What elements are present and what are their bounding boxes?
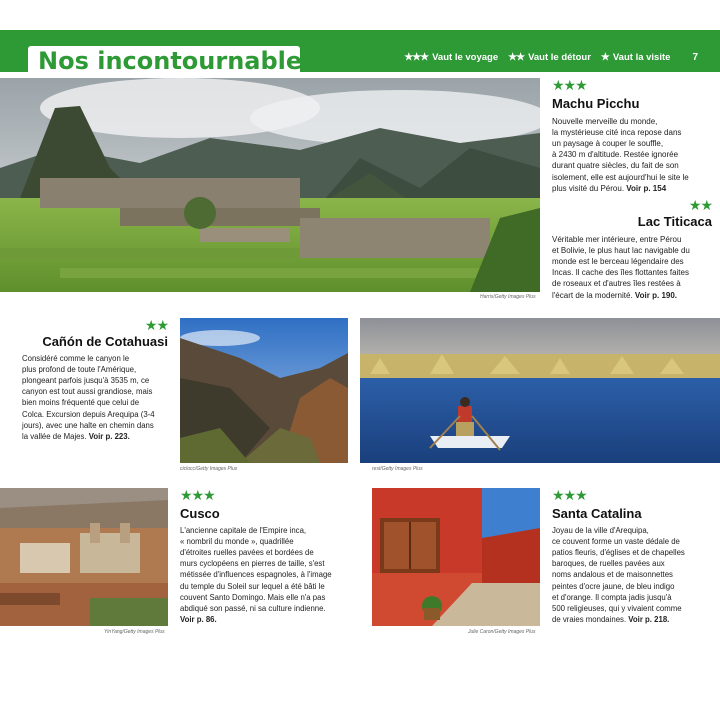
text-line: d'étroites ruelles pavées et bordées de — [180, 548, 314, 557]
text-line: patios fleuris, d'églises et de chapelles — [552, 548, 685, 557]
legend-item-2-stars — [508, 52, 591, 63]
legend-stars-icon: ★★★ — [404, 52, 429, 63]
rating-stars-icon: ★★★ — [180, 487, 215, 503]
site-title: Cañón de Cotahuasi — [42, 334, 168, 349]
photo-credit: Harris/Getty Images Plus — [480, 294, 536, 300]
text-line: canyon est tout aussi grandiose, mais — [22, 387, 153, 397]
legend-item-1-star — [601, 52, 671, 63]
canon-cotahuasi-block — [22, 318, 168, 442]
site-description — [180, 525, 352, 626]
text-line: ce couvent forme un vaste dédale de — [552, 536, 680, 546]
site-description — [552, 525, 716, 626]
legend-label: Vaut le détour — [528, 52, 591, 63]
text-line: isolement, elle est aujourd'hui le site le — [552, 172, 689, 182]
text-line: jours), avec une halte en chemin dans — [22, 420, 154, 430]
text-line: couvent Santo Domingo. Mais elle n'a pas — [180, 592, 326, 602]
rating-legend — [404, 52, 698, 63]
text-line: 500 religieuses, qui y vivaient comme — [552, 604, 682, 614]
page-reference: Voir p. 86. — [180, 615, 217, 625]
text-line: Incas. Il cache des îles flottantes faites — [552, 268, 689, 278]
rating-stars-icon: ★★ — [688, 197, 712, 213]
text-line: Véritable mer intérieure, entre Pérou — [552, 234, 682, 244]
photo-credit: rest/Getty Images Plus — [372, 466, 423, 472]
text-line: à 2430 m d'altitude. Restée ignorée — [552, 150, 679, 160]
cusco-block — [180, 488, 352, 625]
machu-picchu-photo — [0, 78, 540, 292]
page-reference: Voir p. 218. — [628, 615, 670, 625]
page-reference: Voir p. 154 — [626, 183, 667, 193]
legend-stars-icon: ★ — [600, 52, 609, 63]
text-line: du temple du Soleil sur lequel a été bâti le — [180, 581, 325, 591]
site-title: Machu Picchu — [552, 96, 640, 111]
text-line: bien moins fréquenté que celui de — [22, 398, 140, 408]
text-line: la vallée de Majes. — [22, 432, 87, 442]
lac-titicaca-block — [552, 198, 712, 301]
machu-picchu-block — [552, 78, 712, 194]
text-line: plus profond de toute l'Amérique, — [22, 364, 137, 374]
photo-credit: ciclocc/Getty Images Plus — [180, 466, 238, 472]
legend-label: Vaut le voyage — [432, 52, 499, 63]
page-reference: Voir p. 190. — [634, 290, 678, 300]
text-line: « nombril du monde », quadrillée — [180, 536, 294, 546]
photo-credit: YinYang/Getty Images Plus — [104, 629, 165, 635]
text-line: et d'orange. Il compta jadis jusqu'à — [552, 592, 672, 602]
rating-stars-icon: ★★★ — [552, 77, 587, 93]
photo-credit: Julie Caron/Getty Images Plus — [468, 629, 536, 635]
site-description — [552, 234, 712, 301]
text-line: plus visité du Pérou. — [552, 183, 625, 193]
site-title: Cusco — [180, 506, 220, 521]
rating-stars-icon: ★★★ — [552, 487, 587, 503]
text-line: durant quatre siècles, du fait de son — [552, 161, 679, 171]
canon-cotahuasi-photo — [180, 318, 348, 463]
text-line: baroques, de ruelles pavées aux — [552, 559, 665, 569]
text-line: la mystérieuse cité inca repose dans — [552, 127, 682, 137]
rating-stars-icon: ★★ — [144, 317, 168, 333]
lac-titicaca-photo — [360, 318, 720, 463]
text-line: peintes d'ocre jaune, de bleu indigo — [552, 581, 675, 591]
text-line: noms andalous et de maisonnettes — [552, 570, 673, 580]
text-line: de roseaux et d'autres îles restées à — [552, 279, 681, 289]
legend-stars-icon: ★★ — [508, 52, 525, 63]
santa-catalina-block — [552, 488, 716, 625]
legend-item-3-stars — [404, 52, 498, 63]
text-line: métissée d'influences espagnoles, à l'image — [180, 570, 332, 580]
text-line: Considéré comme le canyon le — [22, 353, 130, 363]
site-description — [22, 353, 168, 443]
text-line: l'écart de la modernité. — [552, 290, 633, 300]
text-line: plongeant parfois jusqu'à 3535 m, ce — [22, 376, 150, 385]
page-number: 7 — [692, 52, 698, 63]
text-line: L'ancienne capitale de l'Empire inca, — [180, 525, 307, 535]
text-line: un paysage à couper le souffle, — [552, 139, 664, 148]
text-line: Joyau de la ville d'Arequipa, — [552, 525, 649, 535]
page-reference: Voir p. 223. — [88, 432, 130, 442]
cusco-photo — [0, 488, 168, 626]
site-title: Lac Titicaca — [637, 214, 712, 229]
page-title: Nos incontournables — [38, 47, 317, 75]
text-line: de vraies mondaines. — [552, 615, 627, 625]
site-title: Santa Catalina — [552, 506, 642, 521]
text-line: abdiqué son passé, ni sa culture indienne. — [180, 604, 326, 614]
text-line: et Bolivie, le plus haut lac navigable du — [552, 245, 690, 255]
legend-label: Vaut la visite — [612, 52, 671, 63]
site-description — [552, 116, 712, 194]
text-line: murs cyclopéens en pierres de taille, s'est — [180, 559, 325, 569]
text-line: Nouvelle merveille du monde, — [552, 116, 658, 126]
text-line: monde est le berceau légendaire des — [552, 257, 684, 266]
santa-catalina-photo — [372, 488, 540, 626]
text-line: Colca. Excursion depuis Arequipa (3-4 — [22, 409, 155, 419]
